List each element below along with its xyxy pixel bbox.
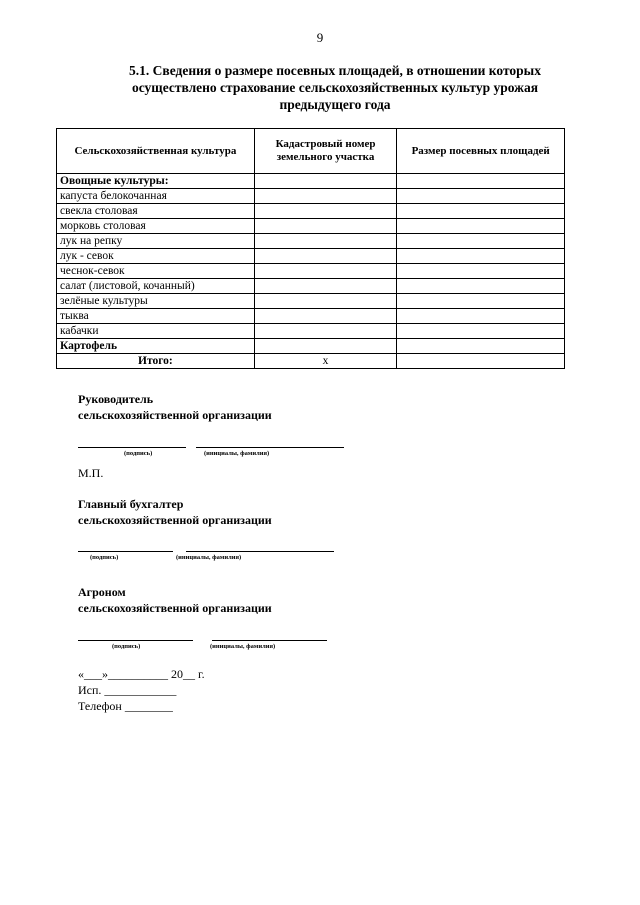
name-line[interactable] — [196, 447, 344, 448]
total-area-cell[interactable] — [397, 354, 565, 369]
table-row — [57, 279, 565, 294]
header-crop: Сельскохозяйственная культура — [57, 129, 255, 174]
crop-cell: салат (листовой, кочанный) — [57, 279, 255, 294]
area-cell[interactable] — [397, 279, 565, 294]
role-title: Агроном — [78, 585, 126, 599]
table-row — [57, 204, 565, 219]
crop-area-table — [56, 128, 565, 369]
cadastral-cell[interactable] — [254, 279, 397, 294]
table-header-row — [57, 129, 565, 174]
area-cell[interactable] — [397, 204, 565, 219]
signature-caption: (подпись) — [112, 643, 141, 650]
table-row — [57, 234, 565, 249]
role-subtitle: сельскохозяйственной организации — [78, 408, 272, 422]
area-cell[interactable] — [397, 219, 565, 234]
date-line[interactable]: «___»__________ 20__ г. — [78, 667, 205, 681]
crop-cell: морковь столовая — [57, 219, 255, 234]
crop-cell: кабачки — [57, 324, 255, 339]
area-cell[interactable] — [397, 309, 565, 324]
crop-cell: тыква — [57, 309, 255, 324]
signature-block-accountant — [78, 496, 272, 528]
signature-block-agronomist — [78, 584, 272, 616]
area-cell[interactable] — [397, 294, 565, 309]
area-cell[interactable] — [397, 234, 565, 249]
table-row — [57, 339, 565, 354]
signature-caption: (подпись) — [124, 450, 153, 457]
role-subtitle: сельскохозяйственной организации — [78, 513, 272, 527]
signature-line[interactable] — [78, 447, 186, 448]
area-cell[interactable] — [397, 174, 565, 189]
table-row — [57, 309, 565, 324]
name-line[interactable] — [212, 640, 327, 641]
role-title: Главный бухгалтер — [78, 497, 184, 511]
header-area: Размер посевных площадей — [397, 129, 565, 174]
crop-cell: Овощные культуры: — [57, 174, 255, 189]
area-cell[interactable] — [397, 264, 565, 279]
area-cell[interactable] — [397, 249, 565, 264]
signature-caption: (подпись) — [90, 554, 119, 561]
cadastral-cell[interactable] — [254, 264, 397, 279]
table-row — [57, 294, 565, 309]
table-row — [57, 249, 565, 264]
crop-cell: лук - севок — [57, 249, 255, 264]
header-cadastral: Кадастровый номер земельного участка — [254, 129, 397, 174]
name-line[interactable] — [186, 551, 334, 552]
cadastral-cell[interactable] — [254, 309, 397, 324]
table-row — [57, 324, 565, 339]
crop-cell: свекла столовая — [57, 204, 255, 219]
area-cell[interactable] — [397, 324, 565, 339]
cadastral-cell[interactable] — [254, 294, 397, 309]
cadastral-cell[interactable] — [254, 324, 397, 339]
total-label: Итого: — [57, 354, 255, 369]
total-row — [57, 354, 565, 369]
crop-cell: лук на репку — [57, 234, 255, 249]
table-row — [57, 264, 565, 279]
cadastral-cell[interactable] — [254, 189, 397, 204]
name-caption: (инициалы, фамилия) — [176, 554, 242, 561]
table-row — [57, 219, 565, 234]
phone-line[interactable]: Телефон ________ — [78, 699, 173, 713]
crop-cell: зелёные культуры — [57, 294, 255, 309]
signature-line[interactable] — [78, 551, 173, 552]
name-caption: (инициалы, фамилия) — [210, 643, 276, 650]
table-row — [57, 174, 565, 189]
area-cell[interactable] — [397, 189, 565, 204]
total-cadastral: х — [254, 354, 397, 369]
role-title: Руководитель — [78, 392, 154, 406]
cadastral-cell[interactable] — [254, 219, 397, 234]
page-number: 9 — [316, 30, 324, 45]
crop-cell: чеснок-севок — [57, 264, 255, 279]
section-title: 5.1. Сведения о размере посевных площадей, в отношении которых осуществлено страхование сельскохозяйственных культур урожая предыдущего года — [129, 63, 541, 112]
table-row — [57, 189, 565, 204]
cadastral-cell[interactable] — [254, 249, 397, 264]
area-cell[interactable] — [397, 339, 565, 354]
executor-line[interactable]: Исп. ____________ — [78, 683, 177, 697]
stamp-label: М.П. — [78, 466, 104, 480]
cadastral-cell[interactable] — [254, 234, 397, 249]
crop-cell: капуста белокочанная — [57, 189, 255, 204]
name-caption: (инициалы, фамилия) — [204, 450, 270, 457]
crop-cell: Картофель — [57, 339, 255, 354]
cadastral-cell[interactable] — [254, 174, 397, 189]
cadastral-cell[interactable] — [254, 339, 397, 354]
cadastral-cell[interactable] — [254, 204, 397, 219]
signature-line[interactable] — [78, 640, 193, 641]
role-subtitle: сельскохозяйственной организации — [78, 601, 272, 615]
signature-block-director — [78, 391, 272, 423]
